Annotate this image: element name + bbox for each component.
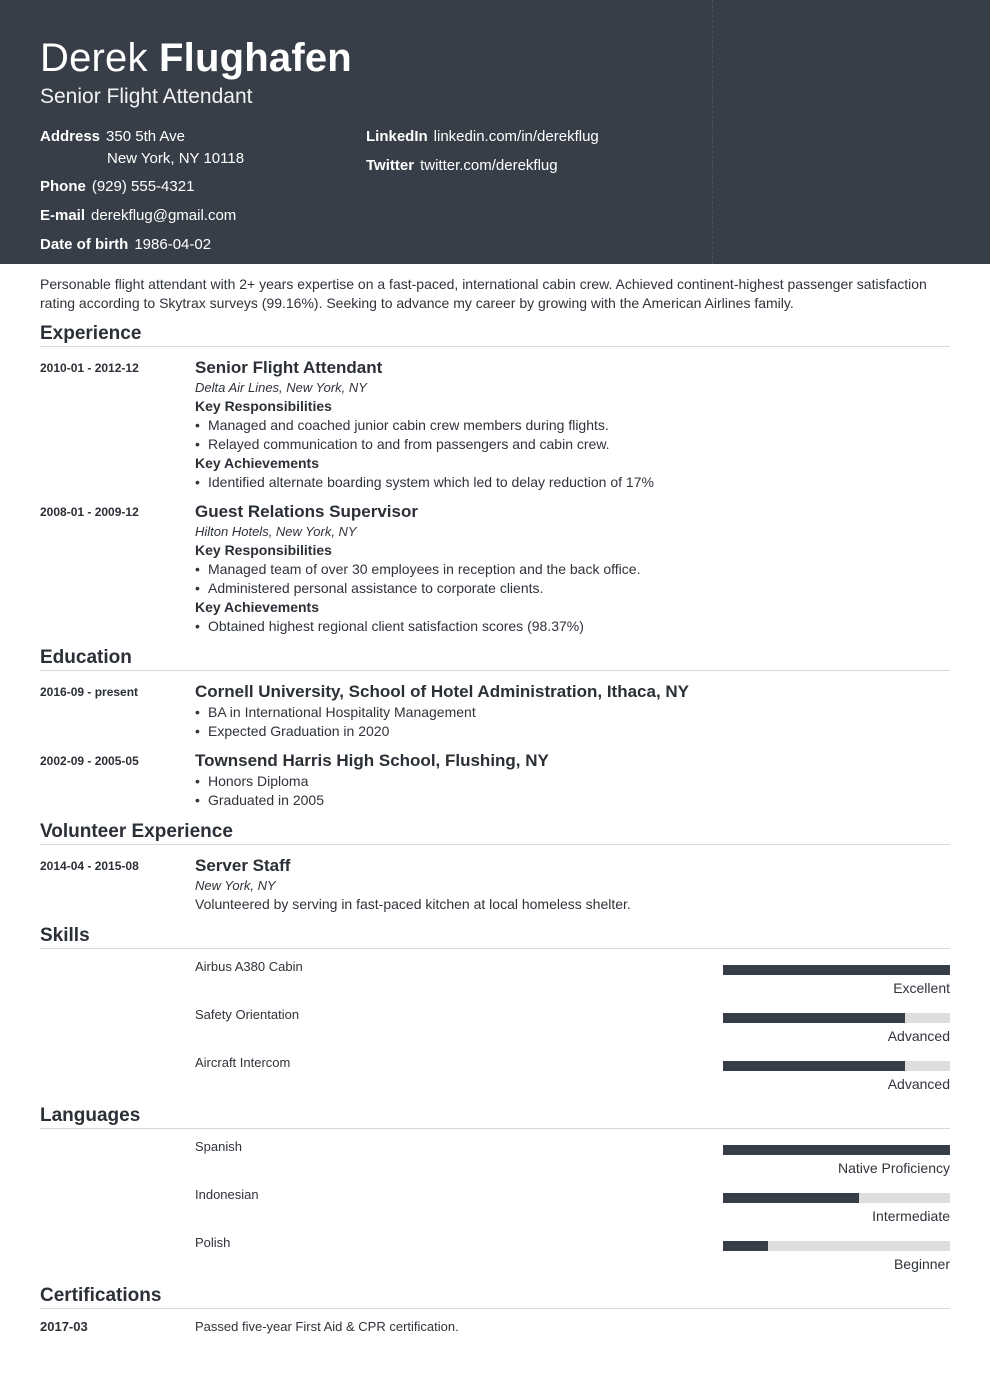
section-divider (40, 948, 950, 949)
skill-bar-fill (723, 1013, 905, 1023)
first-name: Derek (40, 36, 148, 80)
linkedin-info (366, 128, 599, 146)
education-school: Townsend Harris High School, Flushing, NY (195, 751, 549, 770)
list-item: • Administered personal assistance to corporate clients. (195, 580, 544, 596)
language-bar (723, 1193, 950, 1203)
email-label: E-mail (40, 207, 86, 224)
language-level: Intermediate (872, 1208, 950, 1224)
skill-name: Aircraft Intercom (195, 1055, 291, 1070)
list-item: • Graduated in 2005 (195, 792, 324, 808)
skill-bar-fill (723, 965, 950, 975)
language-level: Beginner (893, 1256, 950, 1272)
section-divider (40, 346, 950, 347)
address-info (40, 128, 244, 168)
twitter-label: Twitter (366, 157, 415, 174)
experience-dates: 2008-01 - 2009-12 (40, 505, 139, 519)
profile-summary (40, 275, 955, 313)
skill-bar (723, 1061, 950, 1071)
language-bar-fill (723, 1241, 768, 1251)
list-item: • Obtained highest regional client satisfaction scores (98.37%) (195, 618, 584, 634)
section-divider (40, 1128, 950, 1129)
phone-label: Phone (40, 178, 86, 195)
dob-label: Date of birth (40, 236, 129, 253)
list-item: • Relayed communication to and from passengers and cabin crew. (195, 436, 610, 452)
skill-name: Safety Orientation (195, 1007, 300, 1022)
dob-value: 1986-04-02 (134, 236, 212, 253)
language-bar-fill (723, 1145, 950, 1155)
language-level: Native Proficiency (837, 1160, 950, 1176)
list-item: • Honors Diploma (195, 773, 309, 789)
candidate-name (40, 36, 352, 80)
education-heading: Education (40, 647, 132, 668)
skill-level: Advanced (887, 1028, 950, 1044)
section-divider (40, 1308, 950, 1309)
skills-heading: Skills (40, 925, 90, 946)
twitter-link[interactable]: twitter.com/derekflug (420, 157, 558, 174)
responsibilities-heading: Key Responsibilities (195, 542, 332, 558)
skill-bar (723, 965, 950, 975)
last-name: Flughafen (159, 36, 352, 80)
job-title: Senior Flight Attendant (40, 85, 253, 108)
skill-bar (723, 1013, 950, 1023)
experience-dates: 2010-01 - 2012-12 (40, 361, 139, 375)
twitter-info (366, 157, 558, 175)
skill-name: Airbus A380 Cabin (195, 959, 303, 974)
skill-level: Excellent (893, 980, 950, 996)
volunteer-title: Server Staff (195, 856, 291, 875)
certification-text: Passed five-year First Aid & CPR certification. (195, 1319, 459, 1334)
dob-info (40, 236, 211, 254)
languages-heading: Languages (40, 1105, 141, 1126)
list-item: • Managed team of over 30 employees in reception and the back office. (195, 561, 641, 577)
experience-heading: Experience (40, 323, 142, 344)
language-name: Spanish (195, 1139, 242, 1154)
address-label: Address (40, 128, 101, 145)
skill-bar-fill (723, 1061, 905, 1071)
email-info (40, 207, 236, 225)
email-value[interactable]: derekflug@gmail.com (91, 207, 237, 224)
phone-info (40, 178, 194, 196)
address-line2: New York, NY 10118 (107, 150, 245, 167)
list-item: • BA in International Hospitality Management (195, 704, 476, 720)
language-name: Polish (195, 1235, 231, 1250)
phone-value: (929) 555-4321 (91, 178, 195, 195)
language-bar (723, 1241, 950, 1251)
education-school: Cornell University, School of Hotel Administration, Ithaca, NY (195, 682, 690, 701)
certification-date: 2017-03 (40, 1319, 88, 1334)
volunteer-description: Volunteered by serving in fast-paced kitchen at local homeless shelter. (195, 896, 631, 912)
certifications-heading: Certifications (40, 1285, 162, 1306)
experience-company: Hilton Hotels, New York, NY (195, 524, 357, 539)
skill-level: Advanced (887, 1076, 950, 1092)
linkedin-label: LinkedIn (366, 128, 428, 145)
address-line1: 350 5th Ave (106, 128, 185, 145)
achievements-heading: Key Achievements (195, 455, 319, 471)
linkedin-link[interactable]: linkedin.com/in/derekflug (433, 128, 599, 145)
section-divider (40, 670, 950, 671)
section-divider (40, 844, 950, 845)
experience-title: Guest Relations Supervisor (195, 502, 418, 521)
summary-line: rating according to Skytrax surveys (99.16%). Seeking to advance my career by growing with the American Airlines family. (40, 295, 794, 311)
volunteer-dates: 2014-04 - 2015-08 (40, 859, 139, 873)
header-divider (712, 0, 713, 264)
achievements-heading: Key Achievements (195, 599, 319, 615)
volunteer-location: New York, NY (195, 878, 276, 893)
language-bar (723, 1145, 950, 1155)
education-dates: 2016-09 - present (40, 685, 139, 699)
responsibilities-heading: Key Responsibilities (195, 398, 332, 414)
list-item: • Identified alternate boarding system which led to delay reduction of 17% (195, 474, 654, 490)
list-item: • Expected Graduation in 2020 (195, 723, 390, 739)
language-name: Indonesian (195, 1187, 259, 1202)
list-item: • Managed and coached junior cabin crew members during flights. (195, 417, 609, 433)
resume-header (0, 0, 990, 264)
language-bar-fill (723, 1193, 859, 1203)
education-dates: 2002-09 - 2005-05 (40, 754, 139, 768)
experience-title: Senior Flight Attendant (195, 358, 383, 377)
volunteer-heading: Volunteer Experience (40, 821, 233, 842)
summary-line: Personable flight attendant with 2+ years expertise on a fast-paced, international cabin crew. Achieved continent-highest passenger satisfaction (40, 276, 927, 292)
experience-company: Delta Air Lines, New York, NY (195, 380, 367, 395)
